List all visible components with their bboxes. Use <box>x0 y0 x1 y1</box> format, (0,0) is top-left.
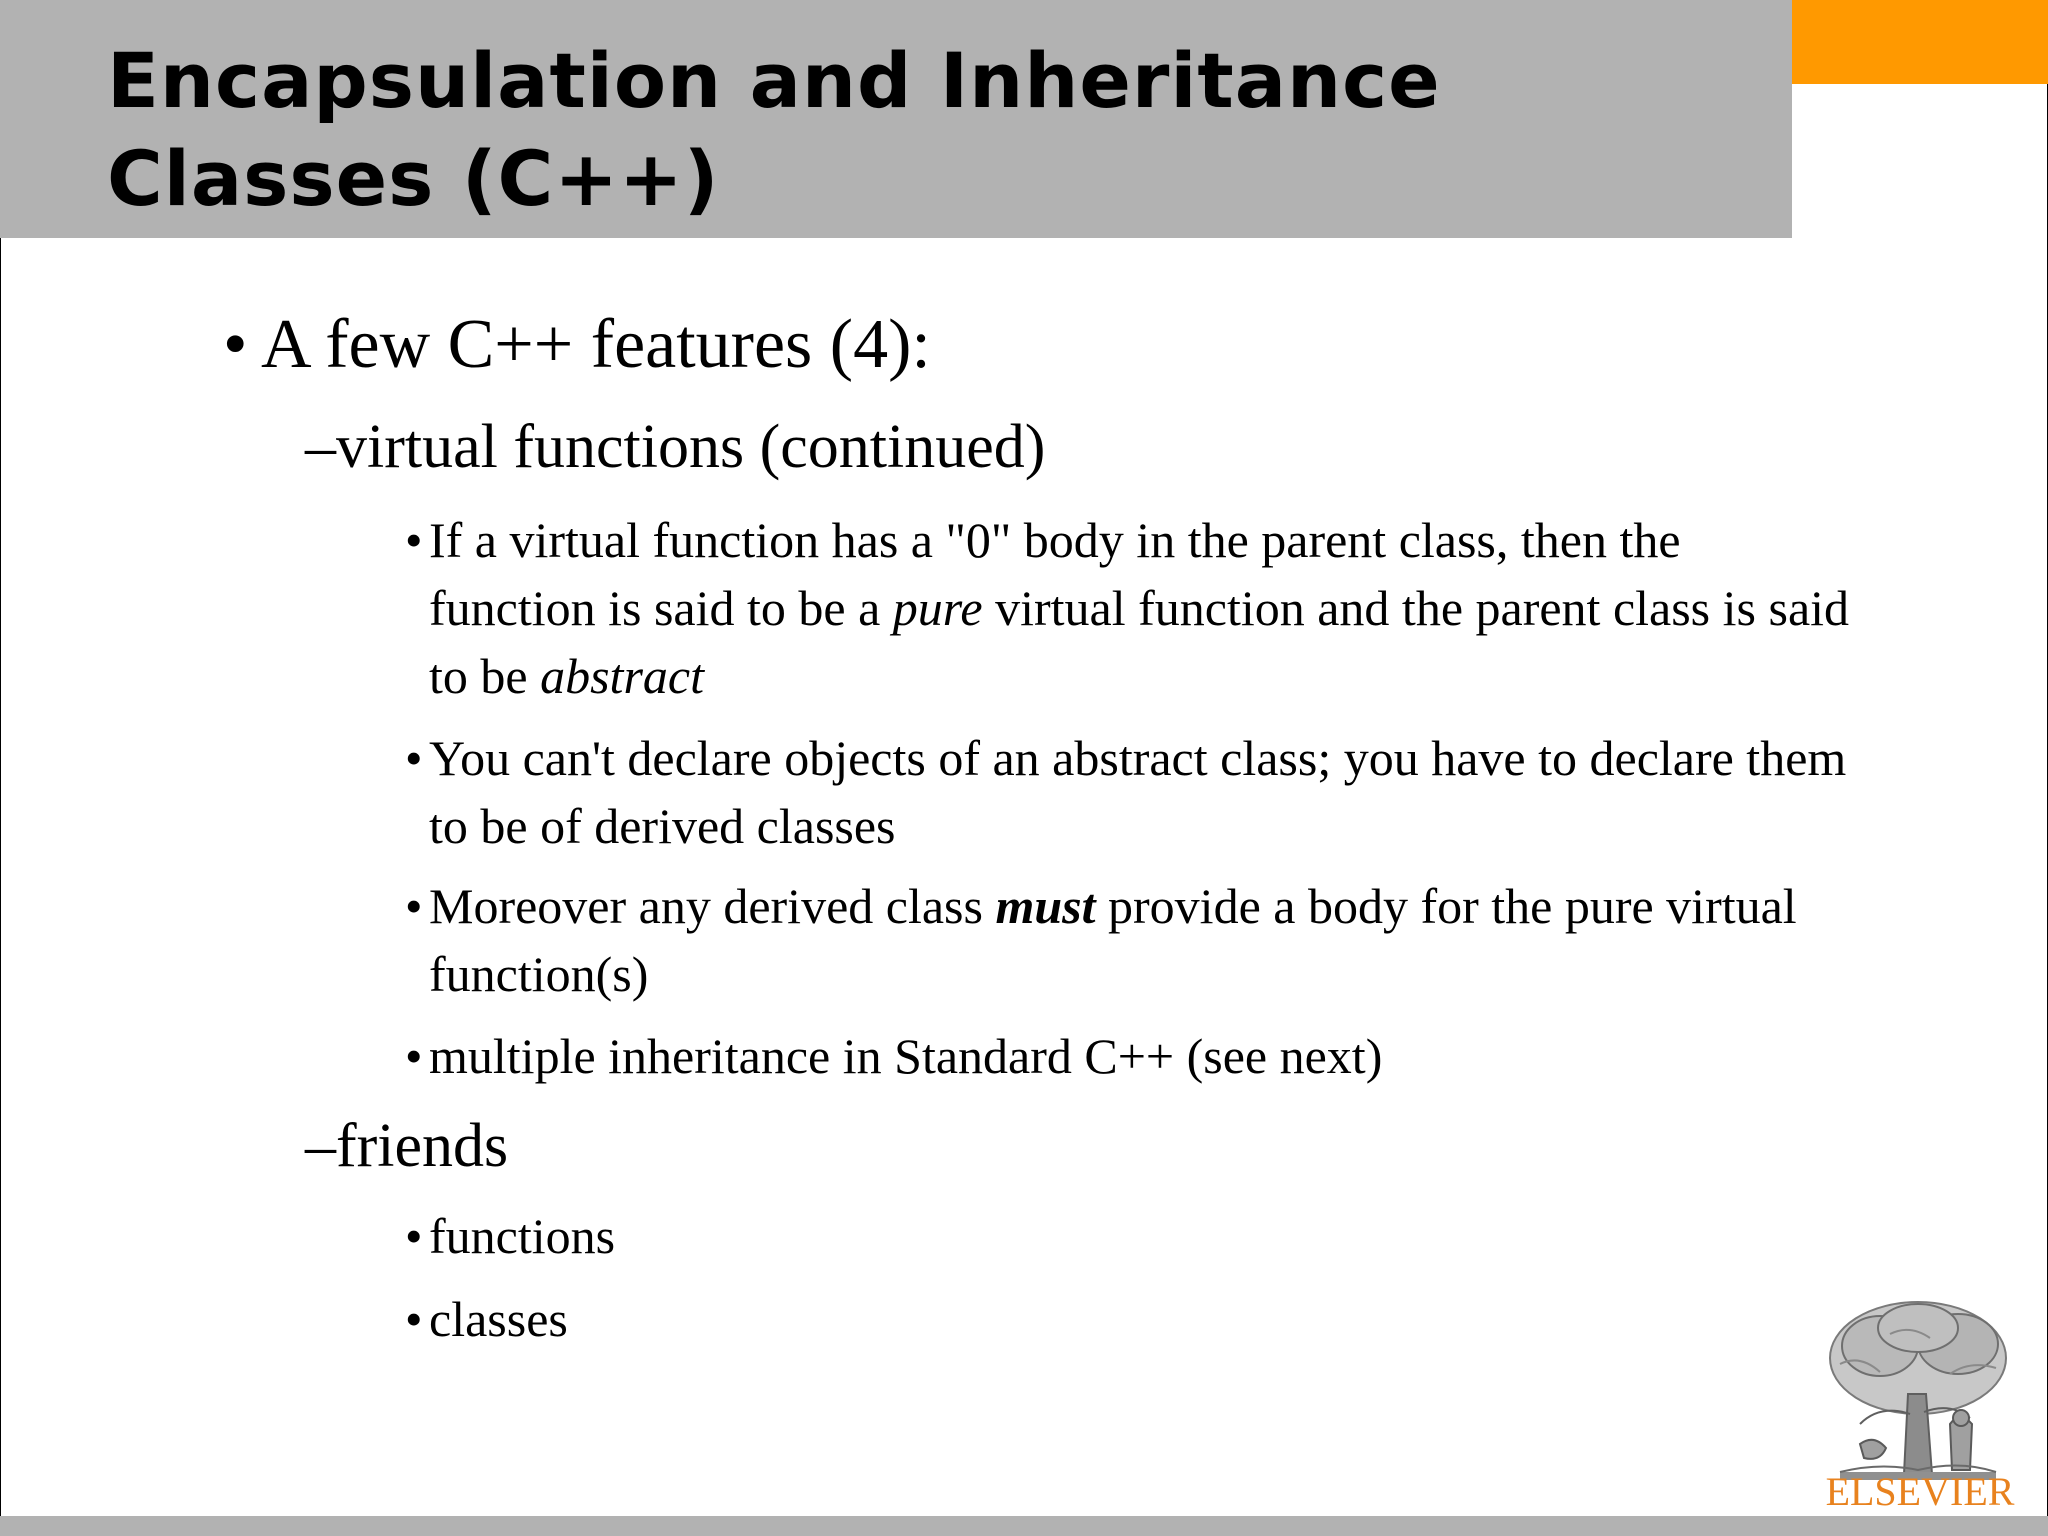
text-run: virtual function and the parent class is said to be <box>429 580 1850 704</box>
list-item-text: classes <box>429 1291 568 1347</box>
bullet-glyph: • <box>223 306 248 383</box>
bullet-glyph: • <box>405 730 423 786</box>
list-item-text: multiple inheritance in Standard C++ (see next) <box>429 1028 1383 1084</box>
list-item-text <box>405 872 1855 1008</box>
main-bullet-text: A few C++ features (4): <box>261 306 931 383</box>
bullet-glyph: • <box>405 1291 423 1347</box>
bullet-glyph: • <box>405 1208 423 1264</box>
bullet-glyph: • <box>405 512 423 568</box>
list-item <box>405 506 1855 710</box>
title-line-1: Encapsulation and Inheritance <box>107 36 1441 125</box>
list-item <box>405 1202 1855 1270</box>
publisher-logo-text: ELSEVIER <box>1825 1469 2015 1514</box>
list-item-text <box>405 506 1855 710</box>
text-run: If a virtual function has a "0" body in the parent class, then the function is said to be a <box>429 512 1681 636</box>
list-item-text: You can't declare objects of an abstract class; you have to declare them to be of derived classes <box>429 730 1847 854</box>
list-item <box>405 1285 1855 1353</box>
emphasis-abstract: abstract <box>540 648 704 704</box>
text-run: provide a body for the pure virtual function(s) <box>429 878 1797 1002</box>
sub-bullet-virtual-functions: –virtual functions (continued) <box>305 413 1046 481</box>
emphasis-pure: pure <box>892 580 983 636</box>
bullet-glyph: • <box>405 878 423 934</box>
sub-bullet-friends: –friends <box>305 1112 509 1180</box>
emphasis-must: must <box>995 878 1096 934</box>
list-item <box>405 1022 1855 1090</box>
main-bullet <box>223 300 931 390</box>
bottom-bar <box>0 1516 2048 1536</box>
list-item <box>405 724 1855 860</box>
text-run: Moreover any derived class <box>429 878 996 934</box>
list-item-text: functions <box>429 1208 616 1264</box>
title-line-2: Classes (C++) <box>107 134 720 223</box>
bullet-glyph: • <box>405 1028 423 1084</box>
list-item <box>405 872 1855 1008</box>
